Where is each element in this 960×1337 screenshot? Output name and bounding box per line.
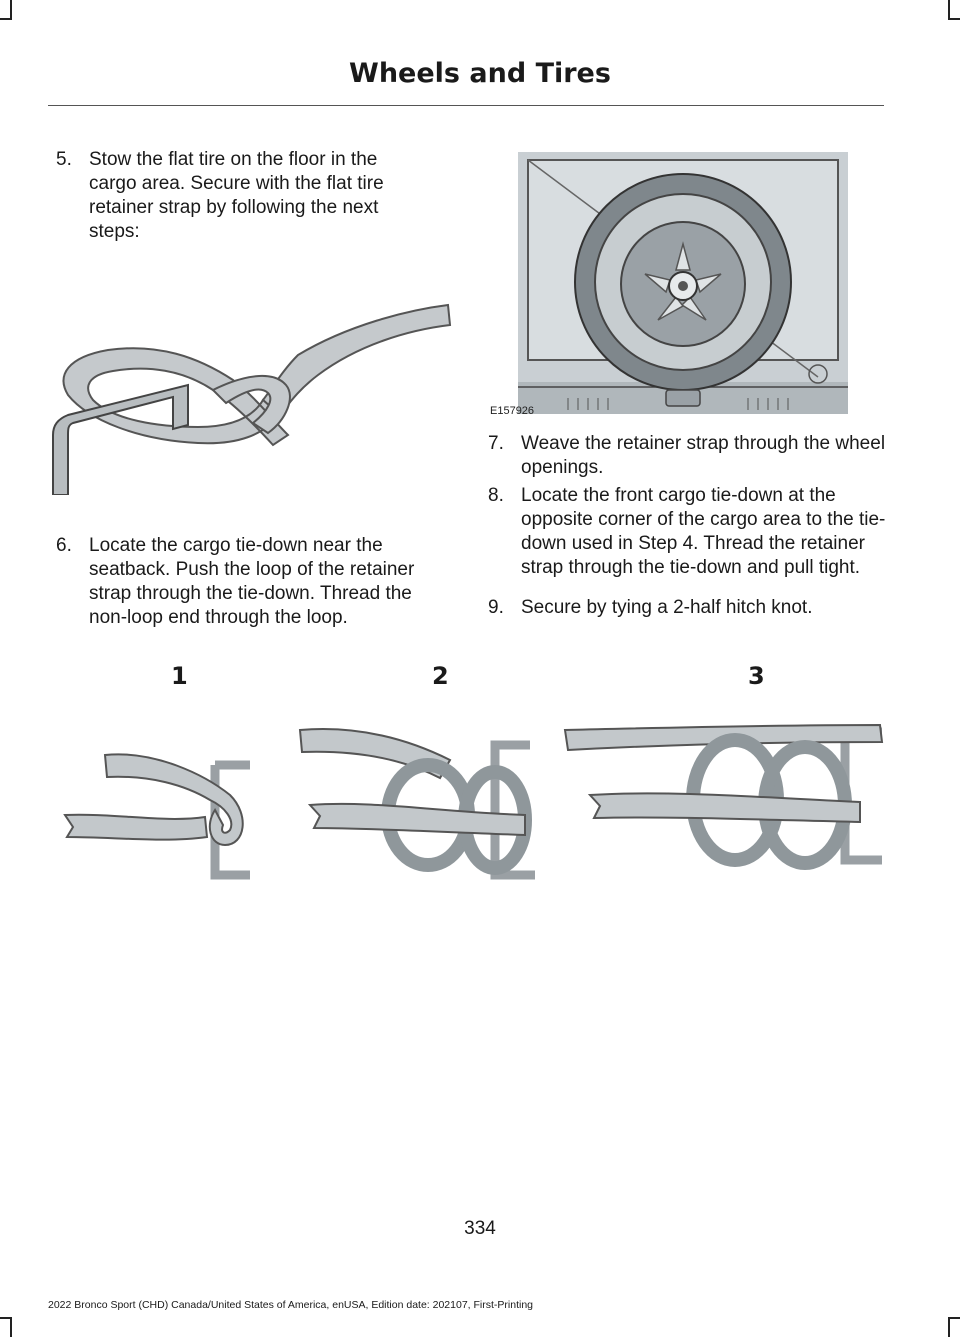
step-text: Locate the cargo tie-down near the seatback. Push the loop of the retainer strap through the tie-down. Thread the non-loop end through the loop. [89, 535, 415, 628]
crop-mark [0, 1317, 12, 1319]
knot-figure-1 [55, 745, 265, 885]
header-divider [48, 105, 884, 106]
crop-mark [948, 1317, 960, 1319]
step-8 [488, 484, 888, 580]
cargo-tire-figure [518, 152, 848, 414]
figure-code: E157926 [490, 405, 535, 417]
footer-edition: 2022 Bronco Sport (CHD) Canada/United States of America, enUSA, Edition date: 202107, First-Printing [48, 1299, 533, 1311]
page-number: 334 [464, 1218, 496, 1239]
step-number: 7. [488, 433, 504, 454]
crop-mark [0, 18, 12, 20]
step-text: Weave the retainer strap through the wheel openings. [521, 433, 886, 478]
crop-mark [948, 18, 960, 20]
step-7 [488, 432, 888, 480]
page-title: Wheels and Tires [349, 58, 611, 89]
step-5 [56, 148, 426, 244]
strap-tiedown-figure [48, 295, 458, 495]
step-9 [488, 596, 888, 620]
step-number: 6. [56, 535, 72, 556]
step-number: 5. [56, 149, 72, 170]
step-text: Secure by tying a 2-half hitch knot. [521, 597, 813, 618]
crop-mark [10, 0, 12, 20]
crop-mark [948, 1317, 950, 1337]
knot-figure-3 [560, 720, 890, 885]
crop-mark [948, 0, 950, 20]
step-text: Stow the flat tire on the floor in the cargo area. Secure with the flat tire retainer strap by following the next steps: [89, 149, 384, 242]
step-text: Locate the front cargo tie-down at the opposite corner of the cargo area to the tie-down used in Step 4. Thread the retainer strap through the tie-down and pull tight. [521, 485, 886, 578]
knot-step-label-3: 3 [748, 662, 765, 690]
step-6 [56, 534, 454, 630]
knot-figure-2 [290, 720, 545, 885]
knot-step-label-2: 2 [432, 662, 449, 690]
knot-step-label-1: 1 [171, 662, 188, 690]
step-number: 9. [488, 597, 504, 618]
crop-mark [10, 1317, 12, 1337]
step-number: 8. [488, 485, 504, 506]
